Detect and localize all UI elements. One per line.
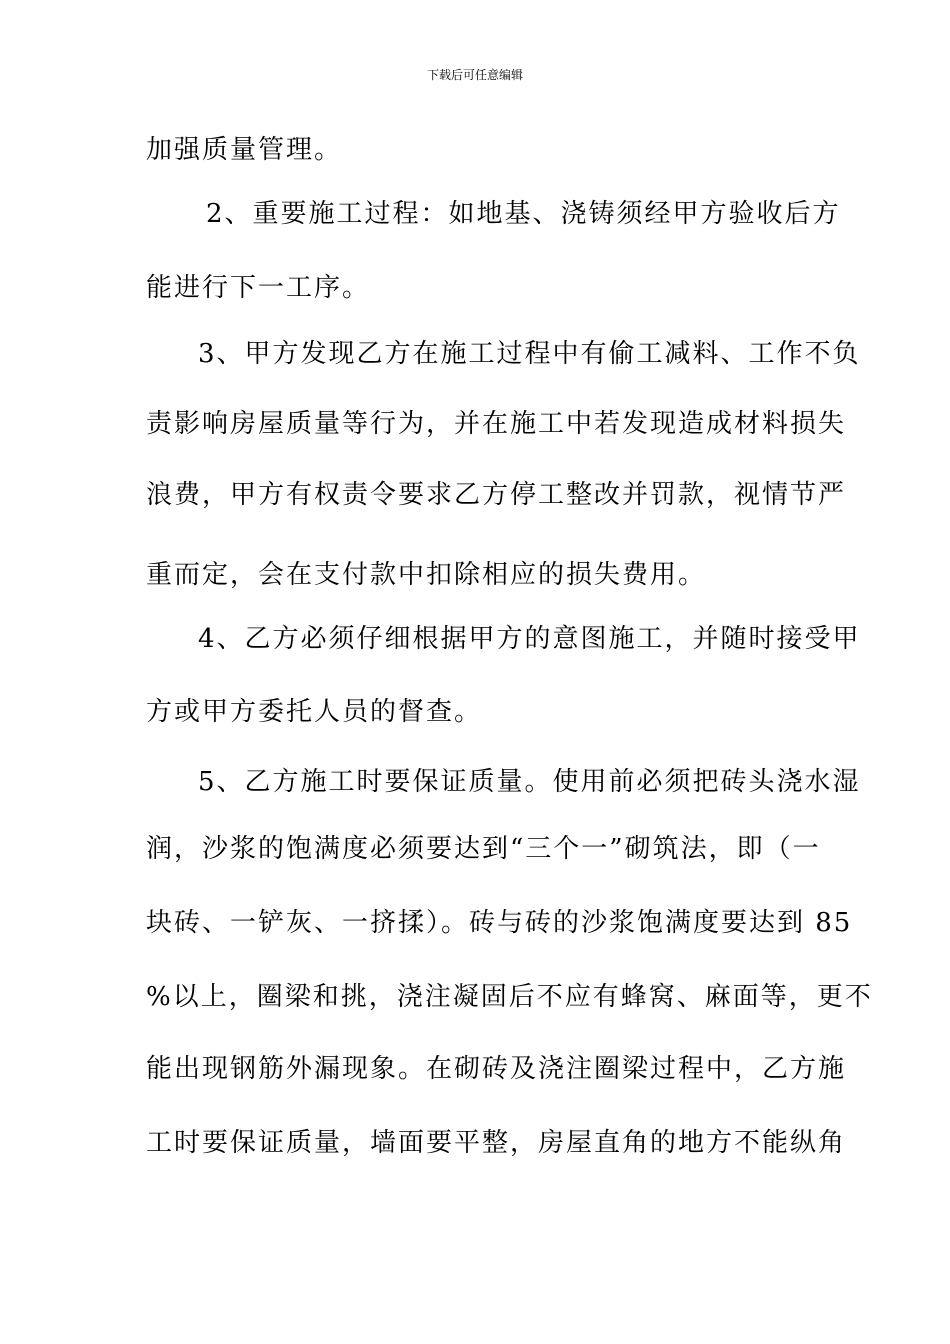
text-line: 4、乙方必须仔细根据甲方的意图施工，并随时接受甲 (198, 624, 861, 654)
text-line: 责影响房屋质量等行为，并在施工中若发现造成材料损失 (146, 409, 847, 439)
text-line: 能进行下一工序。 (146, 273, 371, 303)
page-header: 下载后可任意编辑 (426, 68, 523, 82)
text-line: 浪费，甲方有权责令要求乙方停工整改并罚款，视情节严 (146, 480, 847, 510)
text-line: 润，沙浆的饱满度必须要达到“三个一”砌筑法，即（一 (146, 834, 821, 864)
text-line: 能出现钢筋外漏现象。在砌砖及浇注圈梁过程中，乙方施 (146, 1054, 847, 1084)
text-line: 重而定，会在支付款中扣除相应的损失费用。 (146, 560, 707, 590)
text-line: 加强质量管理。 (146, 135, 343, 165)
text-line: 块砖、一铲灰、一挤揉）。砖与砖的沙浆饱满度要达到 85 (146, 908, 853, 938)
text-line: %以上，圈梁和挑，浇注凝固后不应有蜂窝、麻面等，更不 (146, 982, 873, 1012)
text-line: 2、重要施工过程：如地基、浇铸须经甲方验收后方 (206, 199, 841, 229)
text-line: 3、甲方发现乙方在施工过程中有偷工减料、工作不负 (198, 339, 861, 369)
text-line: 工时要保证质量，墙面要平整，房屋直角的地方不能纵角 (146, 1128, 847, 1158)
text-line: 5、乙方施工时要保证质量。使用前必须把砖头浇水湿 (198, 767, 861, 797)
text-line: 方或甲方委托人员的督查。 (146, 697, 483, 727)
